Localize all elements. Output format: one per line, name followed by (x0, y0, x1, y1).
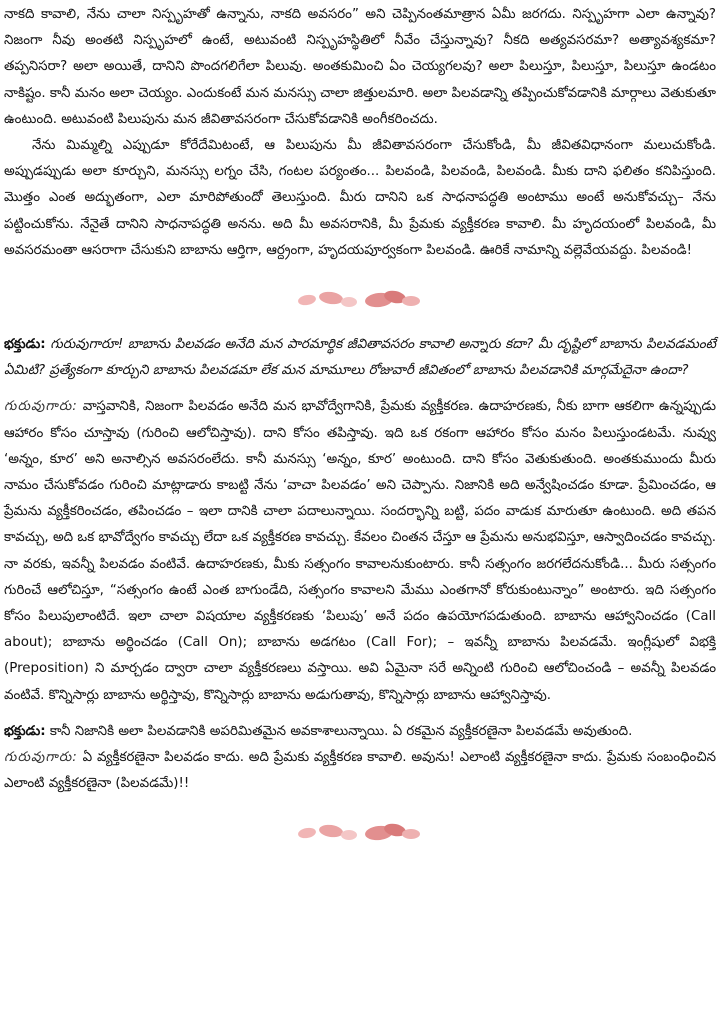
guru-label: గురువుగారు: (4, 750, 78, 766)
guru-label: గురువుగారు: (4, 399, 78, 415)
devotee-question-2 (4, 719, 716, 745)
answer-text: వాస్తవానికి, నిజంగా పిలవడం అనేది మన భావోద్వేగానికి, ప్రేమకు వ్యక్తీకరణ. ఉదాహరణకు, నీకు బాగా ఆకలిగా ఉన్నప్పుడు ఆహారం కోసం చూస్తావు (గురించి ఆలోచిస్తావు). దాని కోసం తపిస్తావు. ఇది ఒక రకంగా ఆహారం కోసం మనం పిలుస్తుండటమే. నువ్వు ‘అన్నం, కూర’ అని అనాల్సిన అవసరంలేదు. కానీ మనస్సు ‘అన్నం, కూర’ అంటుంది. దాని కోసం వెతుకుతుంది. అంతకుముందు మీరు నామం చేసుకోవడం గురించి మాట్లాడారు కాబట్టి నేను ‘వాచా పిలవడం’ అని చెప్పాను. నిజానికి అది అన్వేషించడం కూడా. ప్రేమించడం, ఆ ప్రేమను వ్యక్తీకరించడం, తపించడం – ఇలా దానికి చాలా పదాలున్నాయి. సందర్భాన్ని బట్టి, పదం వాడుక మారుతూ ఉంటుంది. అది తపన కావచ్చు, అది ఒక భావోద్వేగం కావచ్చు లేదా ఒక వ్యక్తీకరణ కావచ్చు. కేవలం చింతన చేస్తూ ఆ ప్రేమను అనుభవిస్తూ, ఆస్వాదించడం కావచ్చు. నా వరకు, ఇవన్నీ పిలవడం వంటివే. ఉదాహరణకు, మీకు సత్సంగం కావాలనుకుంటారు. కానీ సత్సంగం జరగలేదనుకోండి... మీరు సత్సంగం గురించే ఆలోచిస్తూ, “సత్సంగం ఉంటే ఎంత బాగుండేది, సత్సంగం కావాలని మేము ఎంతగానో కోరుకుంటున్నాం” అంటారు. ఇది సత్సంగం కోసం పిలుపులాంటిదే. ఇలా చాలా విషయాల వ్యక్తీకరణకు ‘పిలుపు’ అనే పదం ఉపయోగపడుతుంది. బాబాను ఆహ్వానించడం (Call about); బాబాను అర్థించడం (Call On); బాబాను అడగటం (Call For); – ఇవన్నీ బాబాను పిలవడమే. ఇంగ్లీషులో విభక్తి (Preposition) ని మార్చడం ద్వారా చాలా వ్యక్తీకరణలు వస్తాయి. అవి ఏమైనా సరే అన్నింటి గురించి ఆలోచించండి – అవన్నీ పిలవడం వంటివే. కొన్నిసార్లు బాబాను అర్థిస్తావు, కొన్నిసార్లు బాబాను అడుగుతావు, కొన్నిసార్లు బాబాను ఆహ్వానిస్తావు. (4, 399, 716, 703)
rose-petals-icon (4, 817, 716, 847)
question-text: కానీ నిజానికి అలా పిలవడానికి అపరిమితమైన అవకాశాలున్నాయి. ఏ రకమైన వ్యక్తీకరణైనా పిలవడమే అవుతుంది. (49, 723, 633, 739)
rose-petals-icon (4, 284, 716, 314)
paragraph-1: నాకది కావాలి, నేను చాలా నిస్పృహతో ఉన్నాను, నాకది అవసరం” అని చెప్పినంతమాత్రాన ఏమీ జరగదు. నిస్పృహగా ఎలా ఉన్నావు? నిజంగా నీవు అంతటి నిస్పృహలో ఉంటే, అటువంటి నిస్పృహస్థితిలో నీవేం చేస్తున్నావు? నీకది అత్యవసరమా? అత్యావశ్యకమా? తప్పనిసరా? అలా అయితే, దానిని పొందగలిగేలా పిలువు. అంతకుమించి ఏం చెయ్యగలవు? అలా పిలుస్తూ, పిలుస్తూ, పిలుస్తూ ఉండటం నాకిష్టం. కానీ మనం అలా చెయ్యం. ఎందుకంటే మన మనస్సు చాలా జిత్తులమారి. అలా పిలవడాన్ని తప్పించుకోవడానికి మార్గాలు వెతుకుతూ ఉంటుంది. అటువంటి పిలుపును మన జీవితావసరంగా చేసుకోవడానికి అంగీకరించదు. (4, 7, 716, 127)
devotee-label: భక్తుడు: (4, 723, 46, 739)
guru-answer-2 (4, 745, 716, 797)
question-text: గురువుగారూ! బాబాను పిలవడం అనేది మన పారమార్థిక జీవితావసరం కావాలి అన్నారు కదా? మీ దృష్టిలో బాబాను పిలవడమంటే ఏమిటి? ప్రత్యేకంగా కూర్చుని బాబాను పిలవడమా లేక మన మామూలు రోజువారీ జీవితంలో బాబాను పిలవడానికి మార్గమేదైనా ఉందా? (4, 337, 716, 379)
devotee-label: భక్తుడు: (4, 337, 46, 353)
answer-text: ఏ వ్యక్తీకరణైనా పిలవడం కాదు. అది ప్రేమకు వ్యక్తీకరణ కావాలి. అవును! ఎలాంటి వ్యక్తీకరణైనా కాదు. ప్రేమకు సంబంధించిన ఎలాంటి వ్యక్తీకరణైనా (పిలవడమే)!! (4, 750, 716, 792)
guru-answer-1 (4, 394, 716, 708)
paragraph-2: నేను మిమ్మల్ని ఎప్పుడూ కోరేదేమిటంటే, ఆ పిలుపును మీ జీవితావసరంగా చేసుకోండి, మీ జీవితవిధానంగా మలుచుకోండి. అప్పుడప్పుడు అలా కూర్చుని, మనస్సు లగ్నం చేసి, గంటల పర్యంతం... పిలవండి, పిలవండి, పిలవండి. మీకు దాని ఫలితం కనిపిస్తుంది. మొత్తం ఎంత అద్భుతంగా, ఎలా మారిపోతుందో తెలుస్తుంది. మీరు దానిని ఒక సాధనాపద్ధతి అంటాము అంటే అనుకోవచ్చు– నేను పట్టించుకోను. నేనైతే దానిని సాధనాపద్ధతి అనను. అది మీ అవసరానికి, మీ ప్రేమకు వ్యక్తీకరణ కావాలి. మీ హృదయంలో పిలవండి, మీ అవసరమంతా ఆసరాగా చేసుకుని బాబాను ఆర్తిగా, ఆర్ద్రంగా, హృదయపూర్వకంగా పిలవండి. ఊరికే నామాన్ని వల్లెవేయవద్దు. పిలవండి! (4, 138, 716, 258)
devotee-question-1 (4, 332, 716, 384)
